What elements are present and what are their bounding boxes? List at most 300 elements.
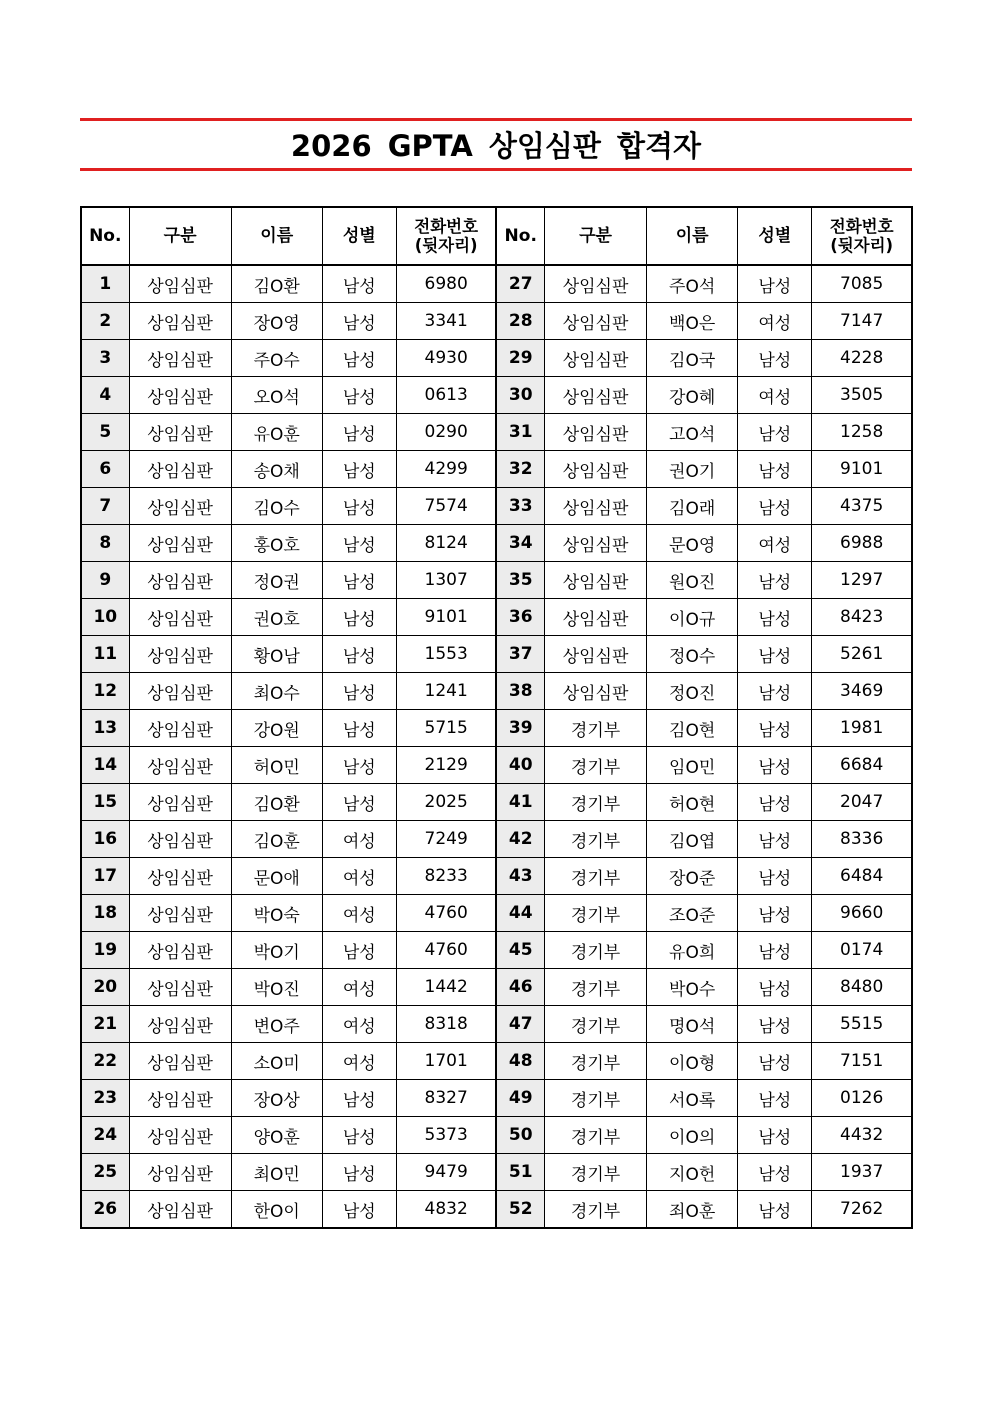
cell-right-name: 조O준: [647, 895, 738, 932]
header-category-right: 구분: [545, 207, 647, 265]
table-row: [81, 488, 912, 525]
cell-left-no: 15: [81, 784, 129, 821]
header-name-right: 이름: [647, 207, 738, 265]
cell-left-name: 김O수: [231, 488, 322, 525]
cell-left-no: 16: [81, 821, 129, 858]
cell-right-phone: 7151: [812, 1043, 912, 1080]
cell-right-phone: 8336: [812, 821, 912, 858]
cell-right-no: 43: [496, 858, 544, 895]
cell-right-name: 서O록: [647, 1080, 738, 1117]
cell-left-no: 9: [81, 562, 129, 599]
cell-right-no: 27: [496, 265, 544, 303]
cell-right-phone: 7085: [812, 265, 912, 303]
cell-right-gender: 여성: [738, 377, 812, 414]
cell-left-category: 상임심판: [129, 1080, 231, 1117]
cell-right-phone: 5261: [812, 636, 912, 673]
cell-right-name: 죄O훈: [647, 1191, 738, 1229]
cell-right-no: 29: [496, 340, 544, 377]
cell-left-gender: 남성: [322, 1117, 396, 1154]
table-row: [81, 821, 912, 858]
cell-right-name: 이O형: [647, 1043, 738, 1080]
cell-right-category: 상임심판: [545, 562, 647, 599]
cell-left-phone: 1553: [396, 636, 496, 673]
cell-left-phone: 8327: [396, 1080, 496, 1117]
cell-left-name: 정O권: [231, 562, 322, 599]
cell-right-phone: 9101: [812, 451, 912, 488]
cell-right-name: 지O헌: [647, 1154, 738, 1191]
cell-left-gender: 남성: [322, 525, 396, 562]
cell-left-phone: 9101: [396, 599, 496, 636]
cell-left-name: 양O훈: [231, 1117, 322, 1154]
cell-right-category: 상임심판: [545, 340, 647, 377]
cell-left-no: 25: [81, 1154, 129, 1191]
title-block: [80, 118, 912, 173]
cell-left-phone: 1241: [396, 673, 496, 710]
table-row: [81, 1080, 912, 1117]
cell-left-category: 상임심판: [129, 525, 231, 562]
table-row: [81, 784, 912, 821]
cell-right-no: 45: [496, 932, 544, 969]
cell-left-name: 오O석: [231, 377, 322, 414]
cell-left-name: 황O남: [231, 636, 322, 673]
cell-right-no: 44: [496, 895, 544, 932]
cell-right-no: 46: [496, 969, 544, 1006]
cell-left-category: 상임심판: [129, 265, 231, 303]
cell-left-gender: 여성: [322, 1006, 396, 1043]
cell-right-category: 상임심판: [545, 673, 647, 710]
cell-right-category: 상임심판: [545, 414, 647, 451]
cell-right-category: 경기부: [545, 1080, 647, 1117]
cell-left-no: 20: [81, 969, 129, 1006]
cell-right-category: 경기부: [545, 932, 647, 969]
table-row: [81, 1117, 912, 1154]
cell-left-no: 3: [81, 340, 129, 377]
cell-left-category: 상임심판: [129, 414, 231, 451]
cell-left-category: 상임심판: [129, 562, 231, 599]
cell-left-no: 19: [81, 932, 129, 969]
cell-left-category: 상임심판: [129, 1043, 231, 1080]
cell-left-gender: 남성: [322, 488, 396, 525]
cell-left-category: 상임심판: [129, 932, 231, 969]
cell-left-no: 11: [81, 636, 129, 673]
table-row: [81, 265, 912, 303]
cell-right-phone: 1258: [812, 414, 912, 451]
cell-right-no: 37: [496, 636, 544, 673]
cell-right-no: 35: [496, 562, 544, 599]
cell-left-phone: 4832: [396, 1191, 496, 1229]
cell-right-gender: 남성: [738, 710, 812, 747]
cell-left-phone: 5715: [396, 710, 496, 747]
cell-right-gender: 남성: [738, 562, 812, 599]
cell-right-category: 경기부: [545, 1006, 647, 1043]
cell-right-no: 32: [496, 451, 544, 488]
cell-left-no: 18: [81, 895, 129, 932]
cell-right-no: 49: [496, 1080, 544, 1117]
cell-right-gender: 여성: [738, 303, 812, 340]
cell-right-phone: 8423: [812, 599, 912, 636]
cell-left-no: 7: [81, 488, 129, 525]
cell-right-gender: 남성: [738, 932, 812, 969]
cell-right-gender: 남성: [738, 821, 812, 858]
cell-left-category: 상임심판: [129, 1117, 231, 1154]
table-row: [81, 1043, 912, 1080]
cell-left-phone: 1701: [396, 1043, 496, 1080]
cell-left-name: 박O숙: [231, 895, 322, 932]
cell-left-no: 14: [81, 747, 129, 784]
cell-right-no: 42: [496, 821, 544, 858]
cell-right-gender: 남성: [738, 599, 812, 636]
cell-left-category: 상임심판: [129, 858, 231, 895]
cell-left-name: 장O영: [231, 303, 322, 340]
cell-left-category: 상임심판: [129, 673, 231, 710]
cell-right-no: 30: [496, 377, 544, 414]
cell-right-no: 33: [496, 488, 544, 525]
cell-right-category: 경기부: [545, 969, 647, 1006]
cell-right-category: 상임심판: [545, 451, 647, 488]
cell-right-name: 유O희: [647, 932, 738, 969]
roster-table: [80, 206, 913, 1229]
cell-left-name: 박O기: [231, 932, 322, 969]
table-row: [81, 932, 912, 969]
cell-right-name: 고O석: [647, 414, 738, 451]
header-no-right: No.: [496, 207, 544, 265]
cell-right-gender: 남성: [738, 895, 812, 932]
cell-left-name: 한O이: [231, 1191, 322, 1229]
cell-right-phone: 6684: [812, 747, 912, 784]
cell-right-no: 28: [496, 303, 544, 340]
cell-right-category: 상임심판: [545, 377, 647, 414]
cell-left-category: 상임심판: [129, 784, 231, 821]
cell-right-category: 경기부: [545, 1043, 647, 1080]
cell-left-gender: 남성: [322, 377, 396, 414]
table-header: [81, 207, 912, 265]
cell-right-gender: 남성: [738, 1117, 812, 1154]
cell-left-no: 23: [81, 1080, 129, 1117]
cell-left-gender: 남성: [322, 340, 396, 377]
cell-right-phone: 3469: [812, 673, 912, 710]
cell-left-gender: 여성: [322, 821, 396, 858]
cell-right-name: 김O엽: [647, 821, 738, 858]
cell-right-name: 임O민: [647, 747, 738, 784]
cell-left-no: 4: [81, 377, 129, 414]
cell-right-gender: 남성: [738, 858, 812, 895]
cell-left-phone: 6980: [396, 265, 496, 303]
cell-right-no: 48: [496, 1043, 544, 1080]
cell-right-category: 상임심판: [545, 599, 647, 636]
cell-right-phone: 0174: [812, 932, 912, 969]
cell-right-no: 50: [496, 1117, 544, 1154]
cell-left-name: 김O훈: [231, 821, 322, 858]
cell-left-gender: 남성: [322, 1154, 396, 1191]
cell-left-phone: 1307: [396, 562, 496, 599]
cell-right-name: 이O의: [647, 1117, 738, 1154]
cell-right-name: 명O석: [647, 1006, 738, 1043]
cell-right-gender: 남성: [738, 265, 812, 303]
cell-left-gender: 남성: [322, 303, 396, 340]
header-category: 구분: [129, 207, 231, 265]
cell-right-phone: 7147: [812, 303, 912, 340]
table-row: [81, 969, 912, 1006]
table-row: [81, 1191, 912, 1229]
cell-left-gender: 남성: [322, 414, 396, 451]
cell-right-category: 경기부: [545, 858, 647, 895]
cell-right-category: 경기부: [545, 710, 647, 747]
cell-left-gender: 남성: [322, 784, 396, 821]
cell-right-phone: 2047: [812, 784, 912, 821]
table-row: [81, 710, 912, 747]
cell-right-name: 백O은: [647, 303, 738, 340]
cell-left-phone: 1442: [396, 969, 496, 1006]
cell-right-name: 문O영: [647, 525, 738, 562]
cell-left-name: 김O환: [231, 784, 322, 821]
cell-right-no: 47: [496, 1006, 544, 1043]
cell-right-phone: 6988: [812, 525, 912, 562]
cell-right-phone: 5515: [812, 1006, 912, 1043]
cell-right-no: 51: [496, 1154, 544, 1191]
header-row: [81, 207, 912, 265]
cell-left-gender: 남성: [322, 265, 396, 303]
cell-right-gender: 남성: [738, 969, 812, 1006]
cell-left-gender: 여성: [322, 858, 396, 895]
cell-left-category: 상임심판: [129, 340, 231, 377]
cell-right-gender: 남성: [738, 1154, 812, 1191]
header-phone-line2: (뒷자리): [414, 236, 478, 255]
table-row: [81, 673, 912, 710]
cell-left-name: 소O미: [231, 1043, 322, 1080]
cell-left-category: 상임심판: [129, 1006, 231, 1043]
cell-left-category: 상임심판: [129, 1154, 231, 1191]
cell-right-gender: 남성: [738, 340, 812, 377]
cell-right-phone: 3505: [812, 377, 912, 414]
cell-right-gender: 남성: [738, 1191, 812, 1229]
cell-left-category: 상임심판: [129, 747, 231, 784]
table-row: [81, 1154, 912, 1191]
cell-left-phone: 4760: [396, 895, 496, 932]
header-gender-right: 성별: [738, 207, 812, 265]
cell-left-name: 송O채: [231, 451, 322, 488]
cell-left-phone: 5373: [396, 1117, 496, 1154]
cell-right-no: 38: [496, 673, 544, 710]
cell-left-no: 6: [81, 451, 129, 488]
cell-right-name: 박O수: [647, 969, 738, 1006]
cell-right-name: 정O진: [647, 673, 738, 710]
cell-right-phone: 7262: [812, 1191, 912, 1229]
page-title: 2026 GPTA 상임심판 합격자: [290, 129, 702, 163]
cell-left-phone: 4760: [396, 932, 496, 969]
cell-left-name: 홍O호: [231, 525, 322, 562]
cell-left-no: 24: [81, 1117, 129, 1154]
header-phone-line2-right: (뒷자리): [830, 236, 894, 255]
cell-right-no: 40: [496, 747, 544, 784]
cell-left-phone: 3341: [396, 303, 496, 340]
cell-right-phone: 4432: [812, 1117, 912, 1154]
cell-left-phone: 0290: [396, 414, 496, 451]
header-phone: [396, 207, 496, 265]
cell-left-no: 22: [81, 1043, 129, 1080]
cell-left-gender: 남성: [322, 562, 396, 599]
header-phone-right: [812, 207, 912, 265]
cell-right-category: 경기부: [545, 1154, 647, 1191]
table-row: [81, 377, 912, 414]
cell-left-name: 허O민: [231, 747, 322, 784]
cell-right-name: 김O국: [647, 340, 738, 377]
table-row: [81, 895, 912, 932]
cell-left-gender: 남성: [322, 451, 396, 488]
cell-left-no: 26: [81, 1191, 129, 1229]
cell-right-phone: 1937: [812, 1154, 912, 1191]
cell-left-name: 권O호: [231, 599, 322, 636]
cell-left-no: 8: [81, 525, 129, 562]
cell-left-gender: 남성: [322, 636, 396, 673]
cell-right-phone: 6484: [812, 858, 912, 895]
cell-right-name: 정O수: [647, 636, 738, 673]
table-row: [81, 562, 912, 599]
cell-right-no: 31: [496, 414, 544, 451]
table-row: [81, 599, 912, 636]
cell-left-gender: 남성: [322, 932, 396, 969]
cell-right-name: 원O진: [647, 562, 738, 599]
cell-right-name: 강O혜: [647, 377, 738, 414]
cell-left-category: 상임심판: [129, 488, 231, 525]
cell-right-category: 상임심판: [545, 303, 647, 340]
cell-right-category: 경기부: [545, 1191, 647, 1229]
cell-right-gender: 남성: [738, 1080, 812, 1117]
cell-right-gender: 남성: [738, 1006, 812, 1043]
cell-left-phone: 0613: [396, 377, 496, 414]
cell-right-no: 41: [496, 784, 544, 821]
cell-left-no: 2: [81, 303, 129, 340]
cell-left-category: 상임심판: [129, 969, 231, 1006]
cell-right-name: 김O래: [647, 488, 738, 525]
cell-left-phone: 2025: [396, 784, 496, 821]
cell-left-category: 상임심판: [129, 1191, 231, 1229]
cell-left-name: 변O주: [231, 1006, 322, 1043]
table-row: [81, 858, 912, 895]
cell-right-no: 39: [496, 710, 544, 747]
cell-left-gender: 여성: [322, 1043, 396, 1080]
cell-right-name: 이O규: [647, 599, 738, 636]
cell-left-phone: 7574: [396, 488, 496, 525]
cell-left-name: 장O상: [231, 1080, 322, 1117]
cell-left-category: 상임심판: [129, 377, 231, 414]
cell-right-category: 경기부: [545, 1117, 647, 1154]
cell-right-category: 경기부: [545, 895, 647, 932]
cell-left-gender: 남성: [322, 673, 396, 710]
cell-right-gender: 남성: [738, 636, 812, 673]
cell-left-no: 17: [81, 858, 129, 895]
cell-right-name: 권O기: [647, 451, 738, 488]
cell-right-category: 경기부: [545, 747, 647, 784]
cell-right-gender: 남성: [738, 784, 812, 821]
cell-left-name: 최O민: [231, 1154, 322, 1191]
cell-left-phone: 4299: [396, 451, 496, 488]
cell-right-gender: 남성: [738, 488, 812, 525]
table-row: [81, 636, 912, 673]
table-body: [81, 265, 912, 1228]
cell-right-gender: 남성: [738, 451, 812, 488]
cell-left-category: 상임심판: [129, 451, 231, 488]
cell-right-no: 34: [496, 525, 544, 562]
cell-left-category: 상임심판: [129, 821, 231, 858]
cell-left-category: 상임심판: [129, 636, 231, 673]
cell-left-phone: 4930: [396, 340, 496, 377]
cell-left-phone: 8233: [396, 858, 496, 895]
cell-left-name: 문O애: [231, 858, 322, 895]
cell-right-phone: 1297: [812, 562, 912, 599]
cell-right-gender: 남성: [738, 673, 812, 710]
cell-right-no: 36: [496, 599, 544, 636]
cell-left-gender: 남성: [322, 599, 396, 636]
cell-right-category: 상임심판: [545, 636, 647, 673]
cell-right-name: 장O준: [647, 858, 738, 895]
cell-right-gender: 남성: [738, 414, 812, 451]
cell-left-category: 상임심판: [129, 895, 231, 932]
cell-right-no: 52: [496, 1191, 544, 1229]
cell-right-phone: 4375: [812, 488, 912, 525]
cell-left-gender: 남성: [322, 1191, 396, 1229]
header-phone-line1-right: 전화번호: [829, 217, 894, 236]
cell-left-no: 12: [81, 673, 129, 710]
table-row: [81, 340, 912, 377]
cell-left-name: 박O진: [231, 969, 322, 1006]
cell-left-gender: 남성: [322, 710, 396, 747]
cell-left-phone: 8318: [396, 1006, 496, 1043]
header-gender: 성별: [322, 207, 396, 265]
cell-left-gender: 남성: [322, 1080, 396, 1117]
cell-left-no: 13: [81, 710, 129, 747]
cell-left-category: 상임심판: [129, 599, 231, 636]
cell-left-gender: 여성: [322, 969, 396, 1006]
cell-right-phone: 8480: [812, 969, 912, 1006]
cell-left-phone: 9479: [396, 1154, 496, 1191]
cell-right-phone: 0126: [812, 1080, 912, 1117]
cell-left-phone: 2129: [396, 747, 496, 784]
table-row: [81, 747, 912, 784]
header-name: 이름: [231, 207, 322, 265]
cell-left-gender: 여성: [322, 895, 396, 932]
cell-right-phone: 9660: [812, 895, 912, 932]
cell-left-name: 최O수: [231, 673, 322, 710]
cell-left-phone: 7249: [396, 821, 496, 858]
table-row: [81, 414, 912, 451]
table-row: [81, 1006, 912, 1043]
cell-right-phone: 1981: [812, 710, 912, 747]
cell-right-gender: 남성: [738, 747, 812, 784]
cell-right-category: 상임심판: [545, 265, 647, 303]
cell-left-no: 21: [81, 1006, 129, 1043]
cell-left-no: 1: [81, 265, 129, 303]
header-phone-line1: 전화번호: [414, 217, 479, 236]
cell-left-phone: 8124: [396, 525, 496, 562]
cell-left-category: 상임심판: [129, 710, 231, 747]
header-no: No.: [81, 207, 129, 265]
cell-right-phone: 4228: [812, 340, 912, 377]
cell-right-gender: 여성: [738, 525, 812, 562]
cell-left-category: 상임심판: [129, 303, 231, 340]
title-bottom-rule: [80, 168, 912, 171]
cell-right-gender: 남성: [738, 1043, 812, 1080]
cell-left-name: 김O환: [231, 265, 322, 303]
cell-left-no: 10: [81, 599, 129, 636]
cell-left-name: 유O훈: [231, 414, 322, 451]
cell-right-category: 경기부: [545, 821, 647, 858]
cell-left-no: 5: [81, 414, 129, 451]
cell-right-category: 경기부: [545, 784, 647, 821]
cell-left-name: 주O수: [231, 340, 322, 377]
table-row: [81, 525, 912, 562]
cell-right-name: 김O현: [647, 710, 738, 747]
table-row: [81, 451, 912, 488]
